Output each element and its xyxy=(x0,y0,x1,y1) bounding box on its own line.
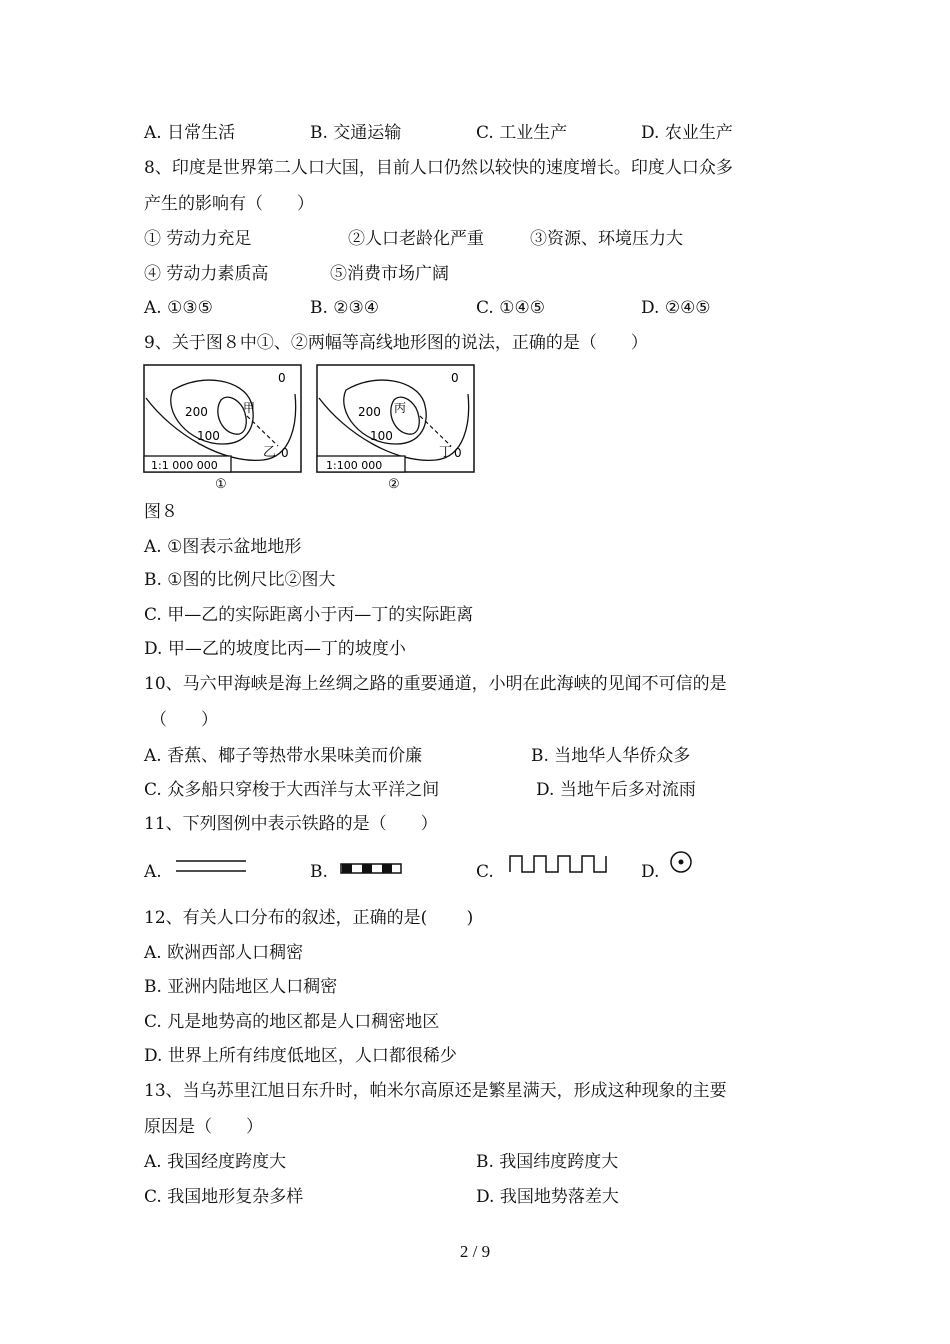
q13-option-d: D. 我国地势落差大 xyxy=(476,1187,619,1207)
q12-option-c: C. 凡是地势高的地区都是人口稠密地区 xyxy=(144,1012,440,1032)
q10-option-b: B. 当地华人华侨众多 xyxy=(531,746,691,766)
map1-label: ① xyxy=(215,477,227,492)
map2-contour-100: 100 xyxy=(370,429,393,443)
q11-option-c: C. xyxy=(476,862,494,882)
q8-item-4: ④ 劳动力素质高 xyxy=(144,264,269,284)
contour-map-1 xyxy=(143,364,303,494)
q11-option-d: D. xyxy=(641,862,660,882)
page-number: 2 / 9 xyxy=(459,1242,491,1261)
q10-option-d: D. 当地午后多对流雨 xyxy=(536,780,696,800)
q8-option-d: D. ②④⑤ xyxy=(641,298,711,318)
q10-option-c: C. 众多船只穿梭于大西洋与太平洋之间 xyxy=(144,780,440,800)
map1-point-jia: 甲 xyxy=(243,401,256,415)
q13-option-b: B. 我国纬度跨度大 xyxy=(476,1152,619,1172)
q9-option-c: C. 甲—乙的实际距离小于丙—丁的实际距离 xyxy=(144,605,474,625)
q13-stem-line1: 13、当乌苏里江旭日东升时，帕米尔高原还是繁星满天，形成这种现象的主要 xyxy=(144,1081,727,1101)
railway-symbol xyxy=(340,862,404,876)
capital-city-icon xyxy=(668,849,694,875)
q8-item-1: ① 劳动力充足 xyxy=(144,229,252,249)
q11-option-a: A. xyxy=(144,862,162,882)
q9-option-d: D. 甲—乙的坡度比丙—丁的坡度小 xyxy=(144,639,406,659)
q9-option-b: B. ①图的比例尺比②图大 xyxy=(144,570,336,590)
q12-option-d: D. 世界上所有纬度低地区，人口都很稀少 xyxy=(144,1046,457,1066)
q7-option-a: A. 日常生活 xyxy=(144,123,236,143)
q13-option-c: C. 我国地形复杂多样 xyxy=(144,1187,304,1207)
map1-contour-100: 100 xyxy=(197,429,220,443)
map2-point-ding: 丁 xyxy=(439,445,453,460)
q13-stem-line2: 原因是（ ） xyxy=(144,1117,263,1137)
q10-stem-line1: 10、马六甲海峡是海上丝绸之路的重要通道，小明在此海峡的见闻不可信的是 xyxy=(144,674,727,694)
map1-contour-0-bottom: 0 xyxy=(281,446,289,460)
map1-scale: 1:1 000 000 xyxy=(151,459,218,472)
q11-option-b: B. xyxy=(310,862,328,882)
map1-point-yi: 乙 xyxy=(263,445,277,460)
q8-option-a: A. ①③⑤ xyxy=(144,298,213,318)
map2-contour-0-bottom: 0 xyxy=(454,446,462,460)
q8-item-3: ③资源、环境压力大 xyxy=(530,229,683,249)
q8-item-5: ⑤消费市场广阔 xyxy=(330,264,449,284)
fig8-caption: 图８ xyxy=(144,502,178,522)
q8-item-2: ②人口老龄化严重 xyxy=(348,229,484,249)
q9-option-a: A. ①图表示盆地地形 xyxy=(144,537,302,557)
contour-map-2 xyxy=(316,364,476,494)
q10-stem-line2: （ ） xyxy=(150,710,218,730)
q7-option-d: D. 农业生产 xyxy=(641,123,733,143)
map1-contour-0-top: 0 xyxy=(278,371,286,385)
q11-stem: 11、下列图例中表示铁路的是（ ） xyxy=(144,814,438,834)
q13-option-a: A. 我国经度跨度大 xyxy=(144,1152,287,1172)
q8-stem-line2: 产生的影响有（ ） xyxy=(144,194,314,214)
map2-contour-0-top: 0 xyxy=(451,371,459,385)
wall-boundary-symbol xyxy=(508,852,612,876)
q12-option-a: A. 欧洲西部人口稠密 xyxy=(144,943,304,963)
q12-stem: 12、有关人口分布的叙述，正确的是( ) xyxy=(144,908,474,928)
q12-option-b: B. 亚洲内陆地区人口稠密 xyxy=(144,977,338,997)
q8-stem-line1: 8、印度是世界第二人口大国，目前人口仍然以较快的速度增长。印度人口众多 xyxy=(144,158,733,178)
q10-option-a: A. 香蕉、椰子等热带水果味美而价廉 xyxy=(144,746,423,766)
double-line-symbol xyxy=(174,856,248,876)
map1-contour-200: 200 xyxy=(185,405,208,419)
q7-option-b: B. 交通运输 xyxy=(310,123,402,143)
q8-option-b: B. ②③④ xyxy=(310,298,380,318)
map2-contour-200: 200 xyxy=(358,405,381,419)
q9-stem: 9、关于图８中①、②两幅等高线地形图的说法，正确的是（ ） xyxy=(144,333,648,353)
map2-point-bing: 丙 xyxy=(394,401,407,415)
q8-option-c: C. ①④⑤ xyxy=(476,298,545,318)
q7-option-c: C. 工业生产 xyxy=(476,123,568,143)
map2-label: ② xyxy=(388,477,400,492)
map2-scale: 1:100 000 xyxy=(326,459,383,472)
